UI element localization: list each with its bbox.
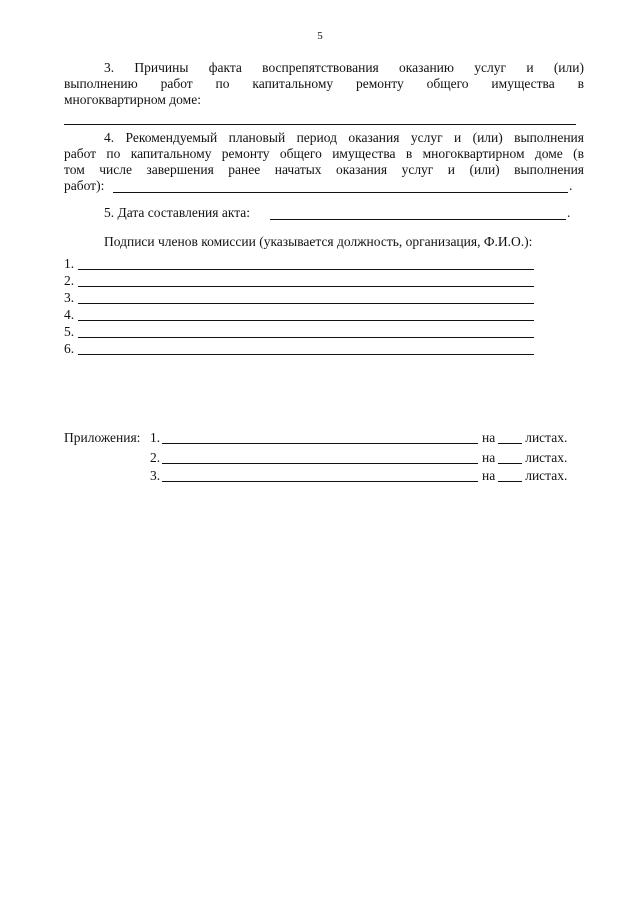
appendix-sheets-label: листах. bbox=[525, 450, 568, 465]
appendix-title-line[interactable] bbox=[162, 463, 478, 464]
section-4-line-4: работ): bbox=[64, 178, 105, 193]
appendix-number: 3. bbox=[150, 468, 161, 483]
section-4-line-2: работ по капитальному ремонту общего имущества в многоквартирном доме (в bbox=[64, 146, 584, 161]
sheet-count-line[interactable] bbox=[498, 481, 522, 482]
appendix-sheets bbox=[482, 450, 567, 466]
signature-number: 6. bbox=[64, 341, 75, 356]
section-4 bbox=[64, 130, 584, 194]
appendices-label: Приложения: bbox=[64, 430, 141, 445]
signature-line[interactable] bbox=[78, 269, 534, 270]
sheet-count-line[interactable] bbox=[498, 443, 522, 444]
section-3 bbox=[64, 60, 584, 108]
signature-row[interactable] bbox=[64, 341, 534, 357]
section-4-end-mark: . bbox=[569, 178, 573, 193]
appendix-row[interactable] bbox=[0, 468, 640, 484]
section-3-line-3: многоквартирном доме: bbox=[64, 92, 201, 107]
section-3-answer-line[interactable] bbox=[64, 124, 576, 125]
appendix-sheets-label: листах. bbox=[525, 430, 568, 445]
signature-line[interactable] bbox=[78, 286, 534, 287]
appendix-sheets bbox=[482, 430, 567, 446]
appendix-number: 2. bbox=[150, 450, 161, 465]
signature-row[interactable] bbox=[64, 290, 534, 306]
signature-number: 3. bbox=[64, 290, 75, 305]
section-5-end-mark: . bbox=[567, 205, 571, 220]
date-field-line[interactable] bbox=[270, 219, 566, 220]
section-4-answer-line[interactable] bbox=[113, 192, 568, 193]
signature-row[interactable] bbox=[64, 273, 534, 289]
signature-number: 1. bbox=[64, 256, 75, 271]
signature-number: 2. bbox=[64, 273, 75, 288]
page-number: 5 bbox=[317, 30, 323, 42]
appendix-na-label: на bbox=[482, 430, 496, 445]
appendix-na-label: на bbox=[482, 450, 496, 465]
appendix-title-line[interactable] bbox=[162, 443, 478, 444]
signature-line[interactable] bbox=[78, 337, 534, 338]
signature-number: 4. bbox=[64, 307, 75, 322]
appendix-na-label: на bbox=[482, 468, 496, 483]
signature-line[interactable] bbox=[78, 303, 534, 304]
signature-row[interactable] bbox=[64, 307, 534, 323]
appendix-title-line[interactable] bbox=[162, 481, 478, 482]
signatures-heading: Подписи членов комиссии (указывается должность, организация, Ф.И.О.): bbox=[104, 234, 533, 249]
section-5-label: 5. Дата составления акта: bbox=[104, 205, 251, 220]
signature-row[interactable] bbox=[64, 256, 534, 272]
appendix-sheets bbox=[482, 468, 567, 484]
section-3-line-1: 3. Причины факта воспрепятствования оказанию услуг и (или) bbox=[104, 60, 584, 75]
appendix-row[interactable] bbox=[0, 450, 640, 466]
sheet-count-line[interactable] bbox=[498, 463, 522, 464]
appendix-row[interactable] bbox=[0, 430, 640, 446]
signature-line[interactable] bbox=[78, 354, 534, 355]
signature-line[interactable] bbox=[78, 320, 534, 321]
signature-number: 5. bbox=[64, 324, 75, 339]
appendix-number: 1. bbox=[150, 430, 161, 445]
section-3-line-2: выполнению работ по капитальному ремонту общего имущества в bbox=[64, 76, 584, 91]
section-4-line-1: 4. Рекомендуемый плановый период оказания услуг и (или) выполнения bbox=[104, 130, 584, 145]
appendix-sheets-label: листах. bbox=[525, 468, 568, 483]
section-4-line-3: том числе завершения ранее начатых оказания услуг и (или) выполнения bbox=[64, 162, 584, 177]
signature-row[interactable] bbox=[64, 324, 534, 340]
